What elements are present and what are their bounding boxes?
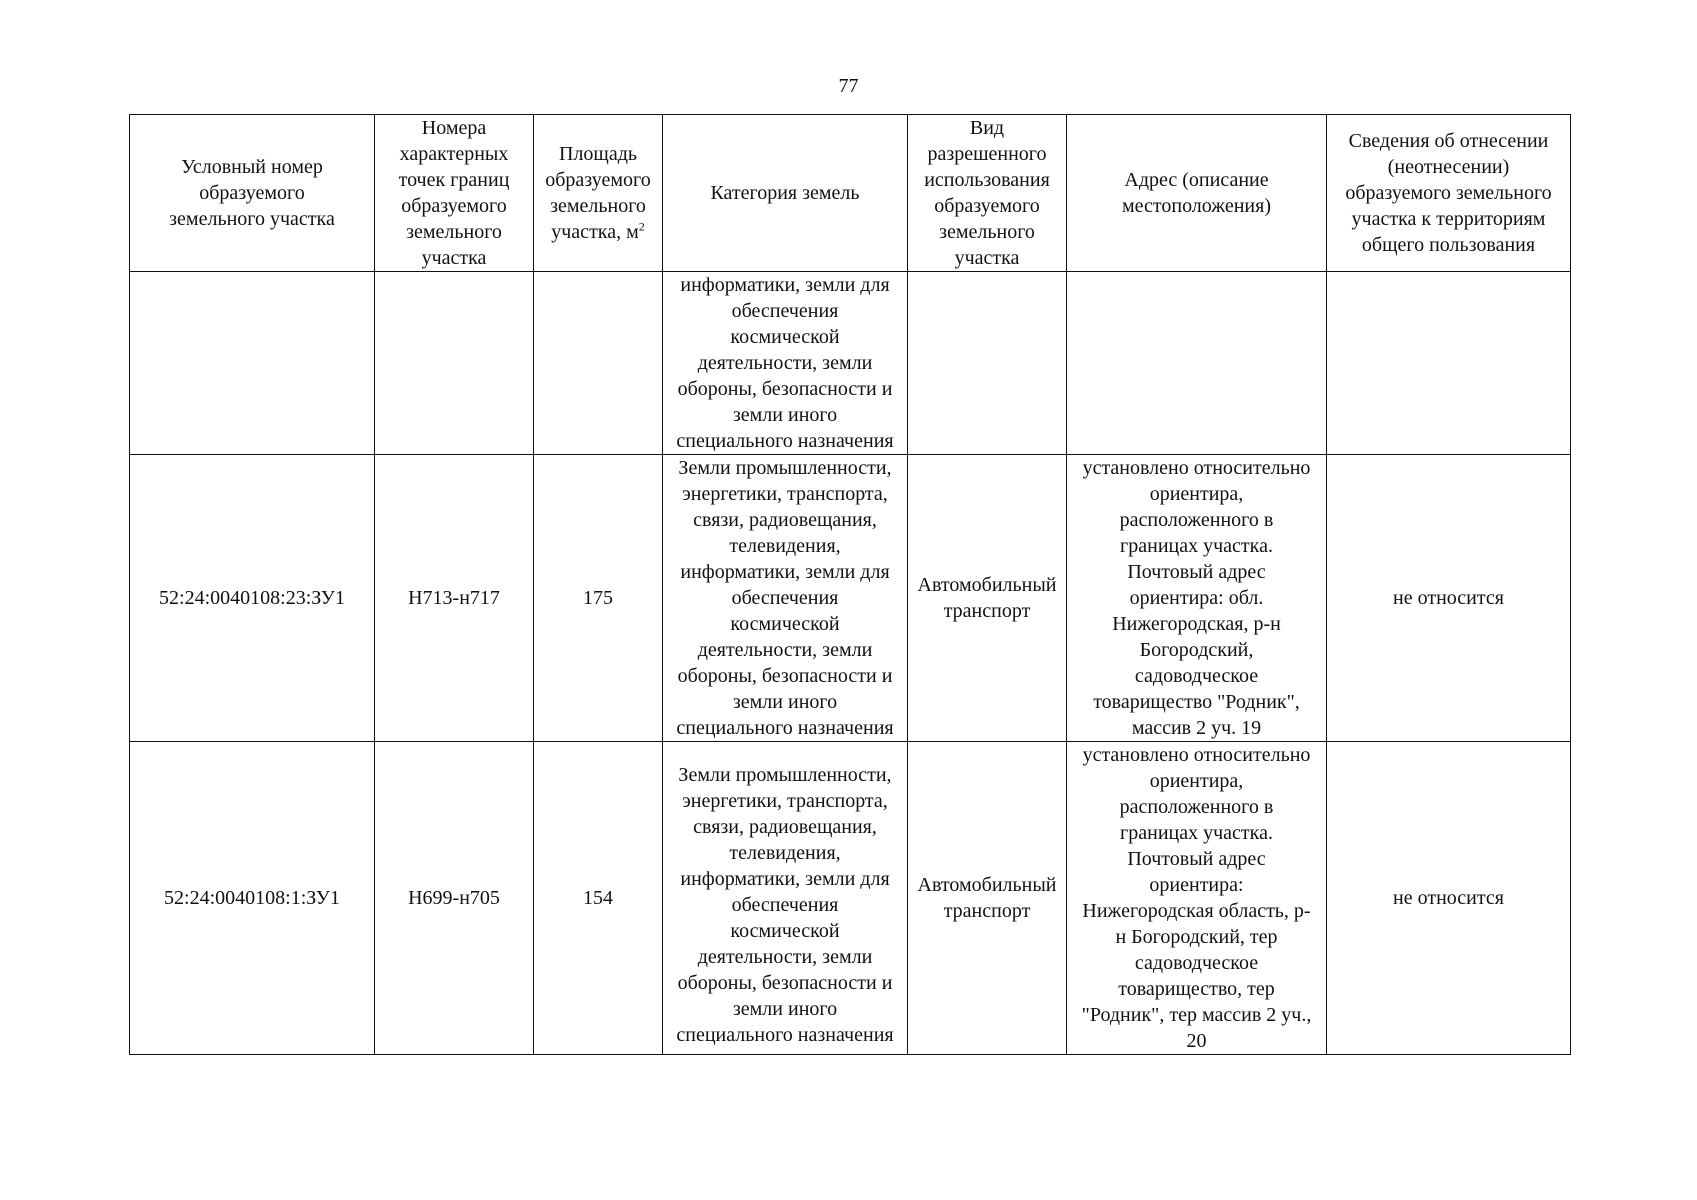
cell-area: 175 bbox=[534, 455, 663, 742]
cell-boundary-points: Н713-н717 bbox=[375, 455, 534, 742]
cell-area bbox=[534, 272, 663, 455]
cell-address: установлено относительно ориентира, расположенного в границах участка. Почтовый адрес ориентира: Нижегородская область, р- н Богородский, тер садоводческое товарищество, тер "Родник", тер массив 2 уч., 20 bbox=[1067, 742, 1327, 1055]
cell-land-category: информатики, земли для обеспечения космической деятельности, земли обороны, безопасности и земли иного специального назначения bbox=[663, 272, 908, 455]
cell-permitted-use: Автомобильный транспорт bbox=[908, 455, 1067, 742]
cell-area: 154 bbox=[534, 742, 663, 1055]
table-row bbox=[130, 455, 1571, 742]
cell-land-category: Земли промышленности, энергетики, транспорта, связи, радиовещания, телевидения, информатики, земли для обеспечения космической деятельности, земли обороны, безопасности и земли иного специального назначения bbox=[663, 455, 908, 742]
header-plot-number: Условный номер образуемого земельного участка bbox=[130, 115, 375, 272]
area-unit-superscript: 2 bbox=[638, 219, 645, 234]
header-boundary-points: Номера характерных точек границ образуемого земельного участка bbox=[375, 115, 534, 272]
cell-boundary-points bbox=[375, 272, 534, 455]
cell-plot-number: 52:24:0040108:1:ЗУ1 bbox=[130, 742, 375, 1055]
cell-public-territory: не относится bbox=[1327, 742, 1571, 1055]
land-plots-table bbox=[129, 114, 1571, 1055]
table-row bbox=[130, 272, 1571, 455]
header-permitted-use: Вид разрешенного использования образуемого земельного участка bbox=[908, 115, 1067, 272]
header-public-territory: Сведения об отнесении (неотнесении) образуемого земельного участка к территориям общего пользования bbox=[1327, 115, 1571, 272]
page-number: 77 bbox=[838, 75, 859, 97]
cell-boundary-points: Н699-н705 bbox=[375, 742, 534, 1055]
cell-permitted-use: Автомобильный транспорт bbox=[908, 742, 1067, 1055]
cell-public-territory bbox=[1327, 272, 1571, 455]
header-land-category: Категория земель bbox=[663, 115, 908, 272]
cell-land-category: Земли промышленности, энергетики, транспорта, связи, радиовещания, телевидения, информатики, земли для обеспечения космической деятельности, земли обороны, безопасности и земли иного специального назначения bbox=[663, 742, 908, 1055]
cell-address bbox=[1067, 272, 1327, 455]
header-area: Площадь образуемого земельного участка, $м^2$ bbox=[534, 115, 663, 272]
cell-public-territory: не относится bbox=[1327, 455, 1571, 742]
cell-address: установлено относительно ориентира, расположенного в границах участка. Почтовый адрес ориентира: обл. Нижегородская, р-н Богородский, садоводческое товарищество "Родник", массив 2 уч. 19 bbox=[1067, 455, 1327, 742]
cell-plot-number bbox=[130, 272, 375, 455]
header-address: Адрес (описание местоположения) bbox=[1067, 115, 1327, 272]
table-row bbox=[130, 742, 1571, 1055]
table-header-row bbox=[130, 115, 1571, 272]
cell-plot-number: 52:24:0040108:23:ЗУ1 bbox=[130, 455, 375, 742]
cell-permitted-use bbox=[908, 272, 1067, 455]
